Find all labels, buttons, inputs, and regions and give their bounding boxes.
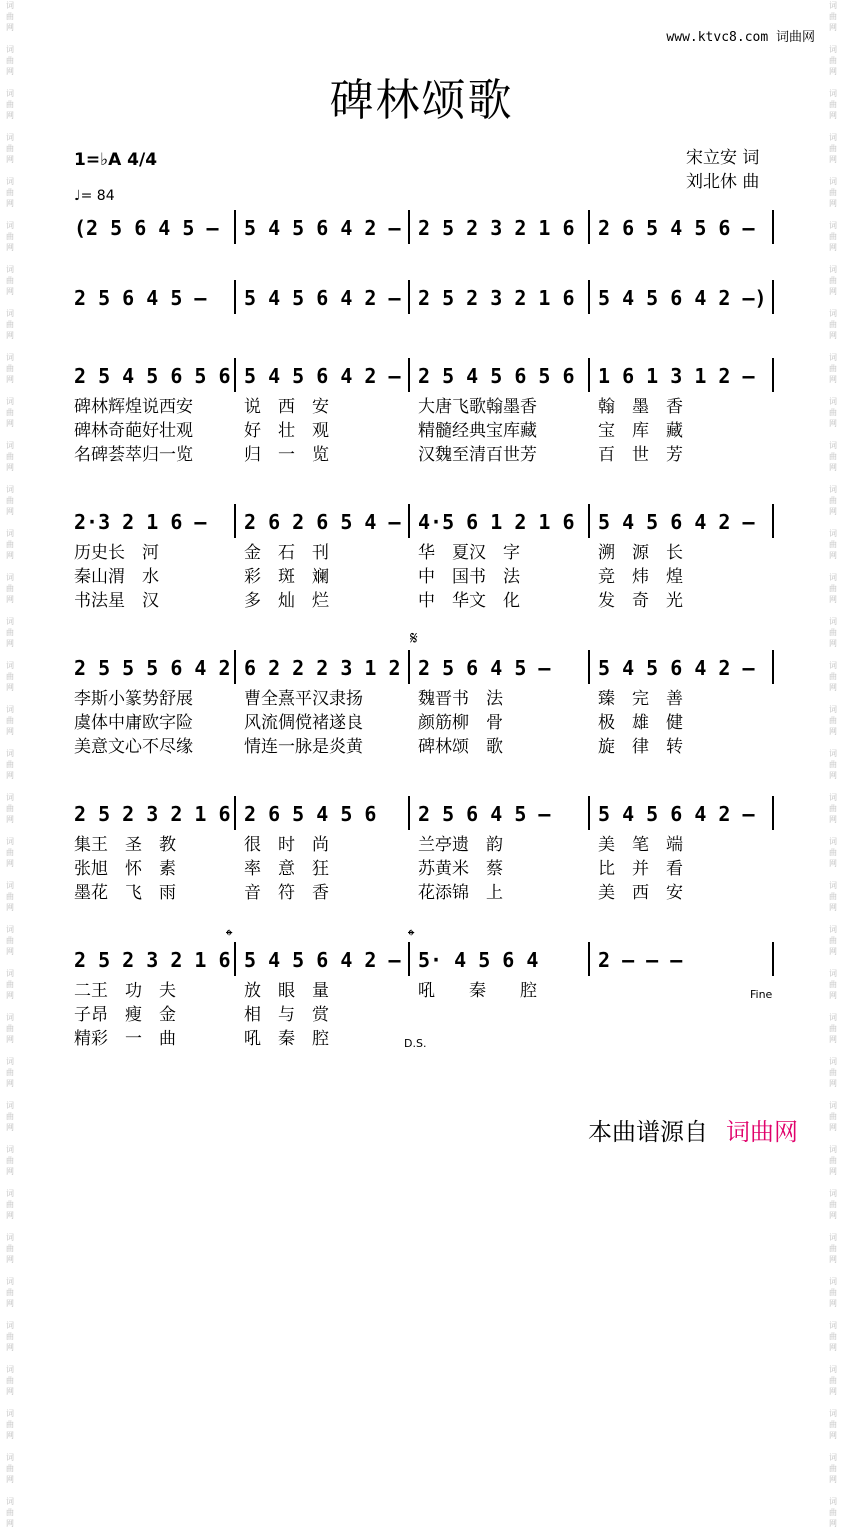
lyric-line: 碑林辉煌说西安 (74, 397, 193, 417)
lyric-line: 风流倜傥褚遂良 (244, 713, 363, 733)
lyric-line: 归 一 览 (244, 445, 329, 465)
lyric-line: 金 石 刊 (244, 543, 329, 563)
bar-line (588, 942, 590, 976)
bar-line (772, 504, 774, 538)
lyric-line: 精彩 一 曲 (74, 1029, 176, 1049)
lyric-line: 大唐飞歌翰墨香 (418, 397, 537, 417)
lyric-line: 臻 完 善 (598, 689, 683, 709)
source-footer (588, 1112, 798, 1147)
lyric-line: 历史长 河 (74, 543, 159, 563)
lyric-line: 很 时 尚 (244, 835, 329, 855)
coda-icon-2: 𝄌 (408, 926, 415, 947)
measure: 2 5 5 5 6 4 2 (74, 656, 231, 680)
lyric-line: 魏晋书 法 (418, 689, 503, 709)
bar-line (408, 280, 410, 314)
source-brand-link[interactable]: 词曲网 (726, 1118, 798, 1146)
site-url[interactable]: www.ktvc8.com 词曲网 (666, 30, 815, 45)
measure: 2 5 2 3 2 1 6 (418, 216, 575, 240)
measure: 5 4 5 6 4 2 — (244, 286, 401, 310)
lyric-line: 碑林奇葩好壮观 (74, 421, 193, 441)
lyric-line: 率 意 狂 (244, 859, 329, 879)
bar-line (772, 650, 774, 684)
measure: 2 6 5 4 5 6 — (598, 216, 755, 240)
lyric-line: 书法星 汉 (74, 591, 159, 611)
lyric-line: 华 夏汉 字 (418, 543, 520, 563)
lyric-line: 极 雄 健 (598, 713, 683, 733)
bar-line (234, 210, 236, 244)
bar-line (588, 650, 590, 684)
bar-line (588, 280, 590, 314)
bar-line (408, 358, 410, 392)
measure: 2 5 4 5 6 5 6 (74, 364, 231, 388)
lyric-line: 碑林颂 歌 (418, 737, 503, 757)
ds-mark: D.S. (404, 1037, 427, 1050)
lyric-line: 中 国书 法 (418, 567, 520, 587)
lyric-line: 宝 库 藏 (598, 421, 683, 441)
measure: 2·3 2 1 6 — (74, 510, 207, 534)
measure: 5· 4 5 6 4 (418, 948, 539, 972)
lyric-line: 集王 圣 教 (74, 835, 176, 855)
measure: 2 5 6 4 5 — (418, 656, 551, 680)
bar-line (408, 942, 410, 976)
lyric-line: 音 符 香 (244, 883, 329, 903)
measure: 5 4 5 6 4 2 — (598, 656, 755, 680)
composer: 刘北休 曲 (686, 172, 760, 192)
lyric-line: 秦山渭 水 (74, 567, 159, 587)
lyric-line: 子昂 瘦 金 (74, 1005, 176, 1025)
lyric-line: 美 西 安 (598, 883, 683, 903)
lyric-line: 精髓经典宝库藏 (418, 421, 537, 441)
lyric-line: 百 世 芳 (598, 445, 683, 465)
bar-line (234, 358, 236, 392)
measure: 5 4 5 6 4 2 — (244, 216, 401, 240)
measure: 2 5 2 3 2 1 6 (418, 286, 575, 310)
lyric-line: 颜筋柳 骨 (418, 713, 503, 733)
measure: 2 5 2 3 2 1 6 (74, 802, 231, 826)
lyric-line: 兰亭遗 韵 (418, 835, 503, 855)
tempo-marking: ♩= 84 (74, 188, 115, 204)
measure: 2 5 4 5 6 5 6 (418, 364, 575, 388)
lyric-line: 彩 斑 斓 (244, 567, 329, 587)
lyric-line: 吼 秦 腔 (244, 1029, 329, 1049)
lyric-line: 中 华文 化 (418, 591, 520, 611)
measure: 2 6 2 6 5 4 — (244, 510, 401, 534)
lyric-line: 吼 秦 腔 (418, 981, 537, 1001)
key-signature: 1=♭A 4/4 (74, 150, 158, 170)
lyric-line: 竞 炜 煌 (598, 567, 683, 587)
bar-line (234, 504, 236, 538)
bar-line (772, 280, 774, 314)
lyric-line: 情连一脉是炎黄 (244, 737, 363, 757)
lyric-line: 美意文心不尽缘 (74, 737, 193, 757)
lyric-line: 旋 律 转 (598, 737, 683, 757)
bar-line (588, 358, 590, 392)
lyric-line: 名碑荟萃归一览 (74, 445, 193, 465)
lyric-line: 放 眼 量 (244, 981, 329, 1001)
bar-line (408, 650, 410, 684)
bar-line (588, 210, 590, 244)
bar-line (234, 942, 236, 976)
bar-line (234, 796, 236, 830)
measure: 5 4 5 6 4 2 — (598, 802, 755, 826)
lyric-line: 苏黄米 蔡 (418, 859, 503, 879)
measure: (2 5 6 4 5 — (74, 216, 219, 240)
measure: 5 4 5 6 4 2 — (598, 510, 755, 534)
lyric-line: 墨花 飞 雨 (74, 883, 176, 903)
lyric-line: 翰 墨 香 (598, 397, 683, 417)
lyric-line: 比 并 看 (598, 859, 683, 879)
page-title: 碑林颂歌 (329, 75, 514, 126)
measure: 5 4 5 6 4 2 —) (598, 286, 767, 310)
lyric-line: 相 与 赏 (244, 1005, 329, 1025)
lyric-line: 张旭 怀 素 (74, 859, 176, 879)
measure: 2 5 6 4 5 — (418, 802, 551, 826)
fine-mark: Fine (750, 988, 773, 1001)
credits (686, 146, 759, 194)
measure: 6 2 2 2 3 1 2 (244, 656, 401, 680)
lyric-line: 美 笔 端 (598, 835, 683, 855)
measure: 2 — — — (598, 948, 683, 972)
bar-line (408, 210, 410, 244)
bar-line (234, 650, 236, 684)
lyric-line: 好 壮 观 (244, 421, 329, 441)
segno-icon: 𝄋 (410, 628, 418, 649)
coda-icon: 𝄌 (226, 926, 233, 947)
lyric-line: 多 灿 烂 (244, 591, 329, 611)
measure: 1 6 1 3 1 2 — (598, 364, 755, 388)
bar-line (408, 796, 410, 830)
measure: 4·5 6 1 2 1 6 (418, 510, 575, 534)
lyric-line: 曹全熹平汉隶扬 (244, 689, 363, 709)
measure: 2 5 6 4 5 — (74, 286, 207, 310)
lyric-line: 溯 源 长 (598, 543, 683, 563)
bar-line (772, 942, 774, 976)
bar-line (772, 358, 774, 392)
left-watermark: 词 曲 网 词 曲 网 词 曲 网 词 曲 网 词 曲 网 词 曲 网 词 曲 网 词 曲 网 词 曲 网 词 曲 网 词 曲 网 词 曲 网 词 曲 网 词 曲 网 词 曲 网 词 曲 网 词 曲 网 词 曲 网 词 曲 网 词 曲 网 词 曲 网 词 曲 网 词 曲 网 词 曲 网 词 曲 网 词 曲 网 词 曲 网 词 曲 网 词 曲 网 词 曲 网 词 曲 网 词 曲 网 词 曲 网 词 曲 网 词 曲 网 (6, 1, 14, 1528)
measure: 2 5 2 3 2 1 6 (74, 948, 231, 972)
lyric-line: 虞体中庸欧字险 (74, 713, 193, 733)
bar-line (588, 796, 590, 830)
measure: 2 6 5 4 5 6 (244, 802, 377, 826)
bar-line (772, 210, 774, 244)
lyric-line: 汉魏至清百世芳 (418, 445, 537, 465)
bar-line (408, 504, 410, 538)
source-label: 本曲谱源自 (588, 1118, 708, 1146)
right-watermark: 词 曲 网 词 曲 网 词 曲 网 词 曲 网 词 曲 网 词 曲 网 词 曲 网 词 曲 网 词 曲 网 词 曲 网 词 曲 网 词 曲 网 词 曲 网 词 曲 网 词 曲 网 词 曲 网 词 曲 网 词 曲 网 词 曲 网 词 曲 网 词 曲 网 词 曲 网 词 曲 网 词 曲 网 词 曲 网 词 曲 网 词 曲 网 词 曲 网 词 曲 网 词 曲 网 词 曲 网 词 曲 网 词 曲 网 词 曲 网 词 曲 网 (829, 1, 837, 1528)
lyric-line: 花添锦 上 (418, 883, 503, 903)
bar-line (588, 504, 590, 538)
lyric-line: 二王 功 夫 (74, 981, 176, 1001)
bar-line (772, 796, 774, 830)
bar-line (234, 280, 236, 314)
lyric-line: 李斯小篆势舒展 (74, 689, 193, 709)
lyric-line: 说 西 安 (244, 397, 329, 417)
lyric-line: 发 奇 光 (598, 591, 683, 611)
lyricist: 宋立安 词 (686, 148, 760, 168)
measure: 5 4 5 6 4 2 — (244, 364, 401, 388)
measure: 5 4 5 6 4 2 — (244, 948, 401, 972)
